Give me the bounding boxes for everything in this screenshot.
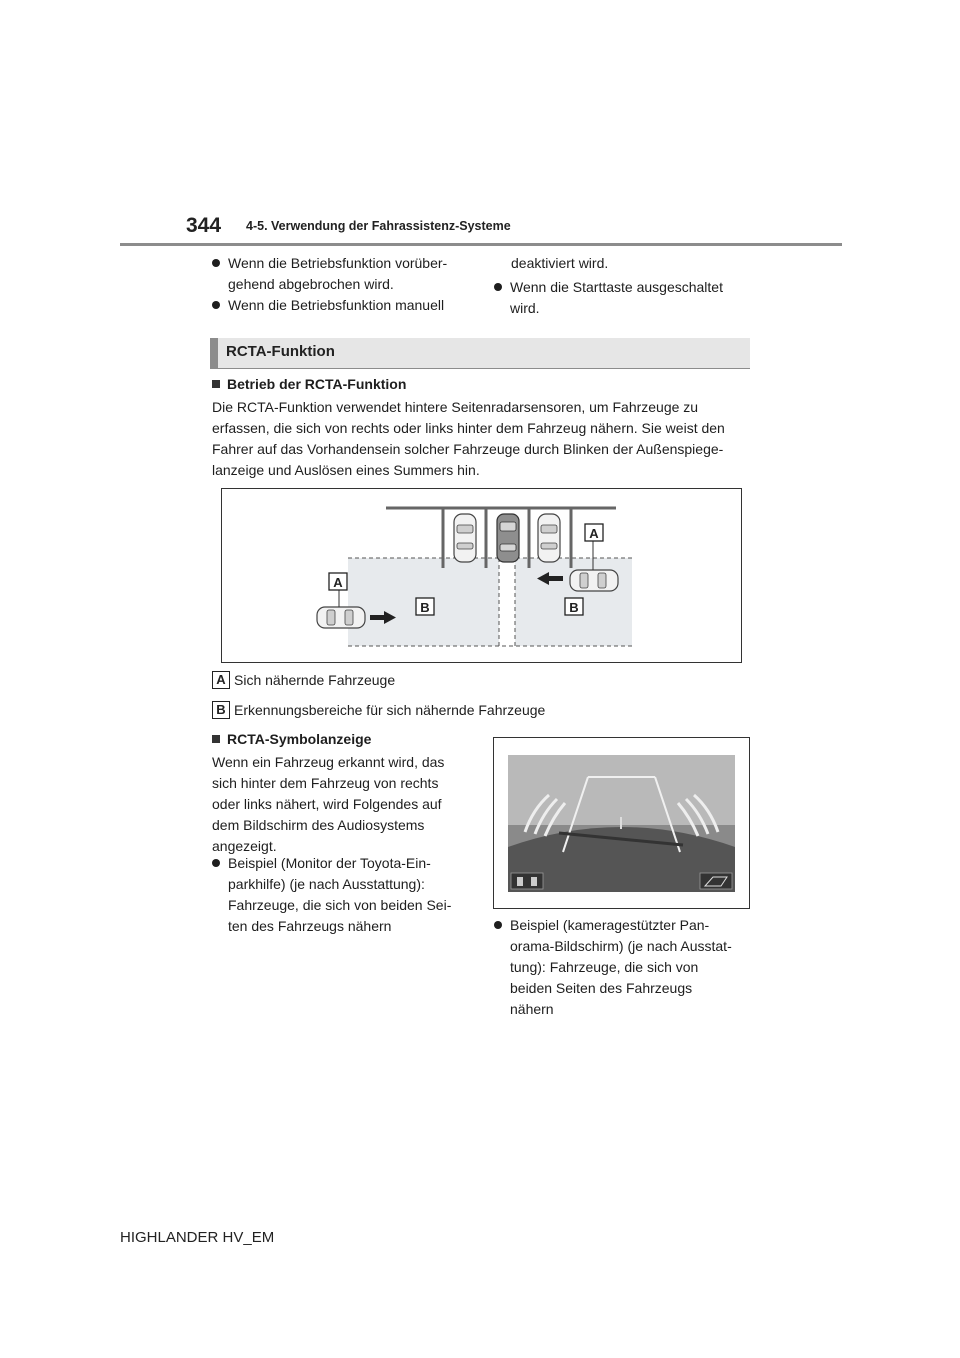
paragraph-line: dem Bildschirm des Audiosystems	[212, 817, 425, 833]
paragraph-line: oder links nähert, wird Folgendes auf	[212, 796, 442, 812]
page-number: 344	[186, 214, 222, 237]
bullet-dot-icon	[212, 859, 220, 867]
diagram-label-b	[416, 598, 434, 615]
bullet-line: tung): Fahrzeuge, die sich von	[510, 959, 699, 975]
bullet-line: Wenn die Starttaste ausgeschaltet	[510, 279, 723, 295]
bullet-line: nähern	[510, 1001, 554, 1017]
approaching-car-left-icon	[317, 607, 365, 628]
section-heading-text: RCTA-Funktion	[226, 343, 335, 360]
svg-text:A: A	[589, 526, 599, 541]
svg-text:A: A	[333, 575, 343, 590]
heading-underline	[210, 368, 750, 369]
square-bullet-icon	[212, 380, 220, 388]
bullet-line: wird.	[510, 300, 540, 316]
parked-car-icon	[454, 514, 476, 562]
legend-text-a: Sich nähernde Fahrzeuge	[234, 672, 396, 688]
approaching-car-right-icon	[570, 570, 618, 591]
diagram-label-b	[565, 598, 583, 615]
bullet-dot-icon	[212, 301, 220, 309]
chapter-title: 4-5. Verwendung der Fahrassistenz-Systeme	[246, 219, 511, 233]
rcta-diagram	[221, 488, 742, 663]
bullet-line: parkhilfe) (je nach Ausstattung):	[228, 876, 425, 892]
header-rule	[120, 243, 842, 246]
paragraph-line: Die RCTA-Funktion verwendet hintere Seitenradarsensoren, um Fahrzeuge zu	[212, 399, 699, 415]
paragraph-line: sich hinter dem Fahrzeug von rechts	[212, 775, 439, 791]
bullet-continuation: deaktiviert wird.	[511, 255, 609, 271]
paragraph-line: angezeigt.	[212, 838, 277, 854]
svg-text:B: B	[420, 600, 430, 615]
diagram-label-a	[329, 573, 347, 590]
legend-key-a: A	[212, 671, 230, 689]
bullet-line: Fahrzeuge, die sich von beiden Sei-	[228, 897, 452, 913]
paragraph-line: Wenn ein Fahrzeug erkannt wird, das	[212, 754, 445, 770]
operation-paragraph	[212, 397, 752, 481]
bullet-dot-icon	[212, 259, 220, 267]
legend-text-b: Erkennungsbereiche für sich nähernde Fahrzeuge	[234, 702, 546, 718]
svg-text:B: B	[569, 600, 579, 615]
own-vehicle-icon	[497, 514, 519, 562]
indicator-paragraph	[212, 752, 472, 857]
bullet-line: Beispiel (Monitor der Toyota-Ein-	[228, 855, 431, 871]
heading-bar	[210, 338, 218, 368]
bullet-dot-icon	[494, 283, 502, 291]
section-heading	[210, 338, 750, 368]
rcta-indicator-icon	[511, 873, 543, 889]
bullet-line: Wenn die Betriebsfunktion manuell	[228, 297, 445, 313]
camera-screen-illustration	[493, 737, 750, 909]
view-switch-icon	[700, 873, 732, 889]
bullet-line: orama-Bildschirm) (je nach Ausstat-	[510, 938, 732, 954]
bullet-line: gehend abgebrochen wird.	[228, 276, 394, 292]
bullet-line: Wenn die Betriebsfunktion vorüber-	[228, 255, 448, 271]
parked-car-icon	[538, 514, 560, 562]
diagram-label-a	[585, 524, 603, 541]
footer-model: HIGHLANDER HV_EM	[120, 1229, 275, 1246]
paragraph-line: lanzeige und Auslösen eines Summers hin.	[212, 462, 480, 478]
camera-sky	[508, 755, 735, 825]
bullet-dot-icon	[494, 921, 502, 929]
square-bullet-icon	[212, 735, 220, 743]
bullet-line: Beispiel (kameragestützter Pan-	[510, 917, 710, 933]
bullet-line: beiden Seiten des Fahrzeugs	[510, 980, 693, 996]
bullet-line: ten des Fahrzeugs nähern	[228, 918, 392, 934]
legend-key-b: B	[212, 701, 230, 719]
subheading-indicator: RCTA-Symbolanzeige	[212, 729, 371, 750]
paragraph-line: Fahrer auf das Vorhandensein solcher Fahrzeuge durch Blinken der Außenspiege-	[212, 441, 724, 457]
paragraph-line: erfassen, die sich von rechts oder links hinter dem Fahrzeug nähern. Sie weist den	[212, 420, 725, 436]
subheading-operation: Betrieb der RCTA-Funktion	[212, 374, 406, 395]
